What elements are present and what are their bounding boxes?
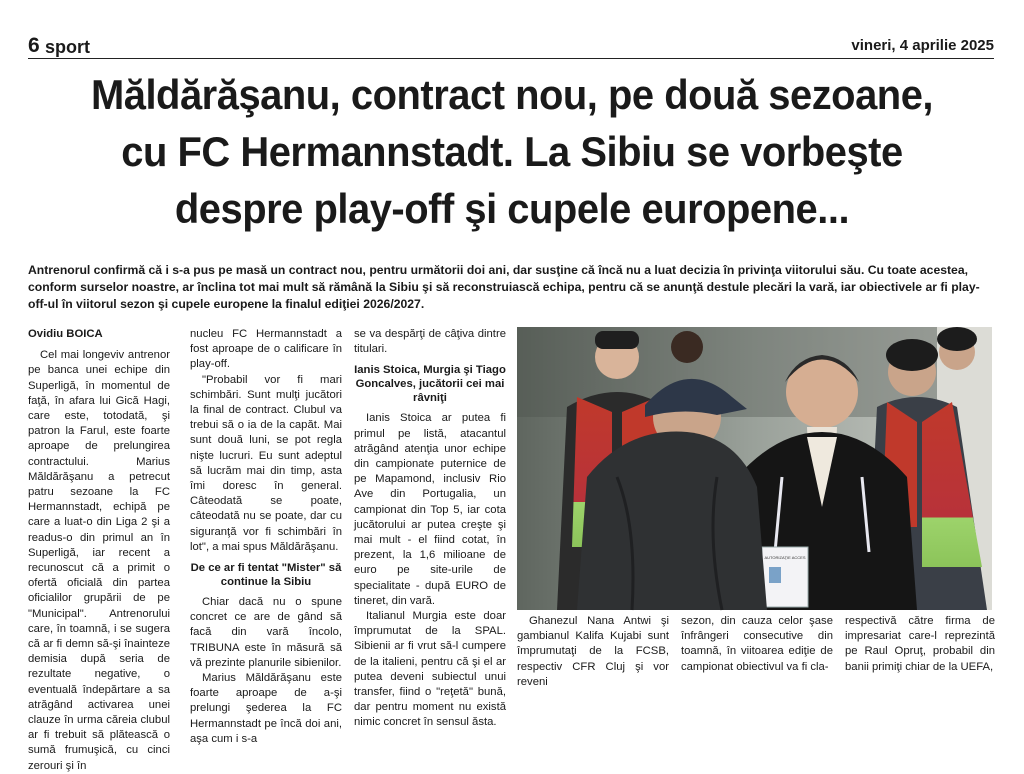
headline-line-3: despre play-off şi cupele europene... [174, 185, 850, 232]
column-2-paragraph-2: "Probabil vor fi mari schimbări. Sunt mulţi jucători la final de contract. Clubul va trebui să o ia de la capăt. Mai sunt două luni, se pot regla nişte lucruri. Eu sunt adeptul să lucrăm mai din timp, asta îmi doresc în general. Câteodată se poate, câteodată nu se poate, dar cu siguranţă vor fi schimbări în lot", a mai spus Măldărăşanu. [190, 373, 342, 553]
column-3-paragraph-3: Italianul Murgia este doar împrumutat de la SPAL. Sibienii ar fi vrut să-l cumpere de la italieni, pentru că şi el ar putea deveni subiectul unui transfer, fiind o "reţetă" bună, dar pentru moment nu există nimic concret în sensul ăsta. [354, 610, 506, 729]
photo-illustration [517, 327, 992, 610]
photo-caption-column-2 [681, 614, 833, 673]
column-3-paragraph-2: Ianis Stoica ar putea fi primul pe listă, atacantul atrăgând atenţia unor echipe din campionate puternice de pe Mapamond, inclusiv Rio Ave din Portugalia, un campionat din Top 5, iar cota jucătorului ar putea creşte şi mai mult - el fiind cotat, în prezent, la 1,6 milioane de euro pe site-urile de specialitate - după EURO de tineret, din vară. [354, 412, 506, 607]
column-2-paragraph-4: Marius Măldărăşanu este foarte aproape de a-şi prelungi şederea la FC Hermannstadt pe încă doi ani, aşa cum i s-a [190, 672, 342, 745]
bottom-column-3-text: respectivă către firma de impresariat care-l reprezintă pe Raul Opruţ, probabil din banii primiţi chiar de la UEFA, [845, 615, 995, 673]
column-2-subheading: De ce ar fi tentat "Mister" să continue la Sibiu [190, 562, 342, 589]
headline-line-1: Măldărăşanu, contract nou, pe două sezoane, [90, 71, 934, 118]
column-1-paragraph-1: Cel mai longeviv antrenor pe banca unei echipe din Superligă, în momentul de faţă, în afara lui Gică Hagi, care este, totodată, şi patron la Farul, este foarte aproape de prelungirea contractului. Marius Măldărăşanu a petrecut patru sezoane la FC Hermannstadt, echipă pe care a luat-o din Liga 2 şi a readus-o din primul an în Superligă, iar recent a recunoscut că a primit o ofertă oficială din partea oficialilor grupării de pe "Municipal". Antrenorului care, în toamnă, i se sugera că ar fi demn să-şi înainteze demisia după seria de rezultate negative, o eventuală îndepărtare a sa atrăgând activarea unei clauze în urma căreia clubul ar fi trebuit să plătească o sumă frumuşică, cu cinci zerouri şi în [28, 349, 170, 772]
article-column-1 [28, 327, 170, 772]
photo-caption-column-1 [517, 614, 669, 688]
photo-caption-column-3 [845, 614, 995, 673]
article-column-2 [190, 327, 342, 745]
lead-paragraph: Antrenorul confirmă că i s-a pus pe masă un contract nou, pentru următorii doi ani, dar susţine că încă nu a luat decizia în privinţa viitorului său. Cu toate acestea, conform surselor noastre, ar înclina tot mai mult să rămână la Sibiu şi să reconstruiască echipa, pentru că se anunţă destule plecări la vară, iar obiectivele ar fi play-off-ul în viitorul sezon şi cupele europene la finalul ediţiei 2026/2027. [28, 263, 980, 311]
page-header [28, 34, 994, 59]
bottom-column-2-text: sezon, din cauza celor şase înfrângeri consecutive din toamnă, în viitoarea ediţie de campionat obiectivul va fi cla- [681, 615, 833, 673]
headline-line-2: cu FC Hermannstadt. La Sibiu se vorbeşte [121, 128, 903, 175]
article-photo [517, 327, 992, 610]
accreditation-badge-text: AUTORIZAŢIE ACCES [764, 555, 806, 560]
column-3-paragraph-1: se va despărţi de câţiva dintre titulari. [354, 328, 506, 356]
column-2-paragraph-3: Chiar dacă nu o spune concret ce are de gând să facă din vară încolo, TRIBUNA este în măsură să vă prezinte planurile sibienilor. [190, 596, 342, 669]
column-3-subheading: Ianis Stoica, Murgia şi Tiago Goncalves, jucătorii cei mai râvniţi [354, 364, 506, 405]
headline [45, 66, 980, 237]
issue-date: vineri, 4 aprilie 2025 [851, 37, 994, 54]
bottom-column-1-text: Ghanezul Nana Antwi şi gambianul Kalifa Kujabi sunt împrumutaţi de la FCSB, respectiv CFR Cluj şi vor reveni [517, 615, 669, 688]
section-title: sport [45, 37, 90, 57]
column-2-paragraph-1: nucleu FC Hermannstadt a fost aproape de o calificare în play-off. [190, 328, 342, 371]
byline: Ovidiu BOICA [28, 328, 103, 340]
article-column-3 [354, 327, 506, 729]
page-number: 6 [28, 34, 40, 57]
